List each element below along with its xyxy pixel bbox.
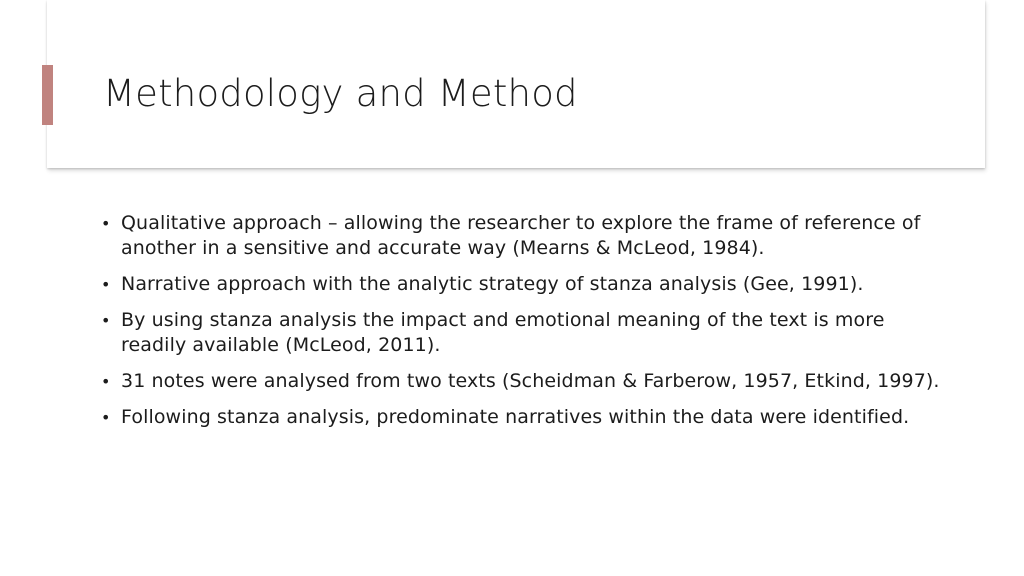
bullet-item xyxy=(101,272,941,297)
bullet-glyph: • xyxy=(101,311,111,330)
bullet-glyph: • xyxy=(101,214,111,233)
bullet-item xyxy=(101,369,941,394)
bullet-text: Narrative approach with the analytic strategy of stanza analysis (Gee, 1991). xyxy=(121,273,864,295)
title-accent-bar xyxy=(42,65,53,125)
bullet-item xyxy=(101,308,941,358)
bullet-item xyxy=(101,211,941,261)
bullet-text: Following stanza analysis, predominate narratives within the data were identified. xyxy=(121,406,910,428)
bullet-glyph: • xyxy=(101,275,111,294)
bullet-glyph: • xyxy=(101,372,111,391)
bullet-text: By using stanza analysis the impact and emotional meaning of the text is more readily available (McLeod, 2011). xyxy=(121,309,885,356)
bullet-item xyxy=(101,405,941,430)
bullet-text: Qualitative approach – allowing the researcher to explore the frame of reference of another in a sensitive and accurate way (Mearns & McLeod, 1984). xyxy=(121,212,921,259)
bullet-glyph: • xyxy=(101,408,111,427)
slide-title: Methodology and Method xyxy=(103,72,578,115)
bullet-text: 31 notes were analysed from two texts (Scheidman & Farberow, 1957, Etkind, 1997). xyxy=(121,370,940,392)
bullet-list xyxy=(101,211,941,441)
